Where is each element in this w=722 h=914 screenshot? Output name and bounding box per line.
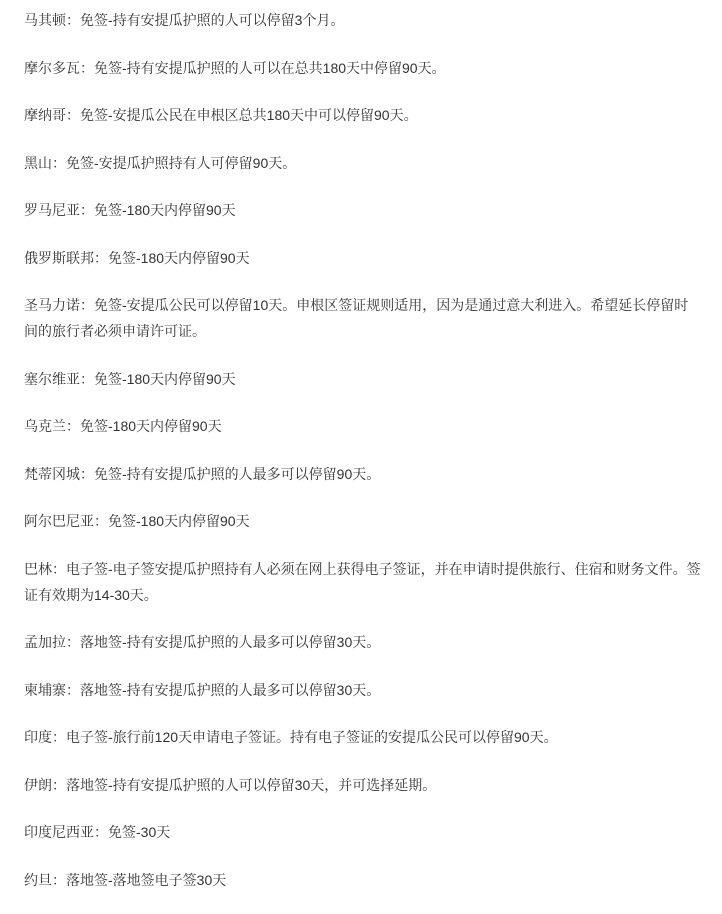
separator: ： [52,154,66,171]
visa-entry [24,7,702,33]
visa-description: 免签-180天内停留90天 [94,370,236,387]
visa-description: 免签-180天内停留90天 [80,418,222,434]
visa-list [24,7,702,914]
separator: ： [66,634,80,650]
visa-description: 免签-持有安提瓜护照的人可以在总共180天中停留90天。 [94,59,446,76]
separator: ： [80,202,94,218]
separator: ： [66,418,80,434]
visa-entry [24,772,702,798]
country-name: 孟加拉 [24,634,66,650]
visa-description: 免签-180天内停留90天 [94,202,236,218]
visa-entry [24,150,702,176]
country-name: 印度尼西亚 [24,824,94,840]
visa-entry [24,55,702,81]
visa-entry [24,677,702,703]
country-name: 柬埔寨 [24,681,66,698]
separator: ： [80,297,94,313]
separator: ： [52,560,66,577]
separator: ： [52,871,66,888]
visa-entry [24,556,702,608]
separator: ： [52,729,66,745]
visa-description: 电子签-电子签安提瓜护照持有人必须在网上获得电子签证，并在申请时提供旅行、住宿和财务文件。签证有效期为14-30天。 [24,560,701,603]
separator: ： [80,370,94,387]
visa-description: 落地签-落地签电子签30天 [66,871,227,888]
country-name: 乌克兰 [24,418,66,434]
visa-entry [24,292,702,344]
separator: ： [94,513,108,529]
visa-entry [24,819,702,845]
visa-entry [24,245,702,271]
visa-description: 电子签-旅行前120天申请电子签证。持有电子签证的安提瓜公民可以停留90天。 [66,729,558,745]
visa-description: 落地签-持有安提瓜护照的人可以停留30天，并可选择延期。 [66,776,437,793]
separator: ： [80,59,94,76]
separator: ： [66,681,80,698]
separator: ： [94,824,108,840]
visa-description: 落地签-持有安提瓜护照的人最多可以停留30天。 [80,681,381,698]
country-name: 马其顿 [24,12,66,28]
separator: ： [52,776,66,793]
visa-description: 免签-180天内停留90天 [108,513,250,529]
visa-description: 免签-安提瓜护照持有人可停留90天。 [66,154,297,171]
visa-description: 免签-持有安提瓜护照的人可以停留3个月。 [80,12,345,28]
country-name: 俄罗斯联邦 [24,249,94,266]
visa-entry [24,413,702,439]
separator: ： [80,465,94,482]
country-name: 塞尔维亚 [24,370,80,387]
country-name: 阿尔巴尼亚 [24,513,94,529]
country-name: 摩纳哥 [24,107,66,123]
visa-entry [24,102,702,128]
visa-description: 免签-180天内停留90天 [108,249,250,266]
visa-entry [24,867,702,893]
country-name: 黑山 [24,154,52,171]
country-name: 梵蒂冈城 [24,465,80,482]
country-name: 圣马力诺 [24,297,80,313]
country-name: 巴林 [24,560,52,577]
visa-description: 落地签-持有安提瓜护照的人最多可以停留30天。 [80,634,381,650]
visa-entry [24,197,702,223]
country-name: 摩尔多瓦 [24,59,80,76]
country-name: 罗马尼亚 [24,202,80,218]
separator: ： [66,12,80,28]
separator: ： [66,107,80,123]
visa-description: 免签-安提瓜公民可以停留10天。申根区签证规则适用，因为是通过意大利进入。希望延长停留时间的旅行者必须申请许可证。 [24,297,689,339]
visa-description: 免签-安提瓜公民在申根区总共180天中可以停留90天。 [80,107,418,123]
visa-entry [24,508,702,534]
visa-entry [24,629,702,655]
separator: ： [94,249,108,266]
visa-description: 免签-持有安提瓜护照的人最多可以停留90天。 [94,465,381,482]
visa-description: 免签-30天 [108,824,171,840]
visa-entry [24,461,702,487]
country-name: 印度 [24,729,52,745]
country-name: 约旦 [24,871,52,888]
visa-entry [24,366,702,392]
visa-entry [24,724,702,750]
country-name: 伊朗 [24,776,52,793]
